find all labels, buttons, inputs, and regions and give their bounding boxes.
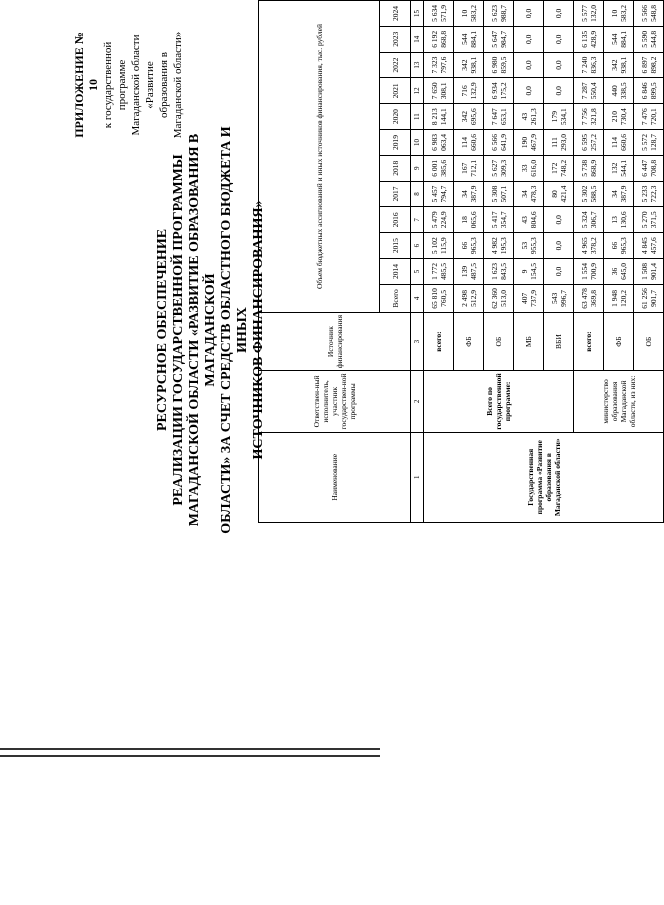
header-year: 2021 bbox=[380, 78, 411, 104]
header-year: 2015 bbox=[380, 233, 411, 259]
year-value-cell: 6 447 708,8 bbox=[634, 155, 664, 181]
source-cell: ОБ bbox=[634, 312, 664, 370]
header-total: Всего bbox=[380, 284, 411, 312]
column-index: 11 bbox=[411, 104, 424, 130]
year-value-cell: 0,0 bbox=[544, 78, 574, 104]
year-value-cell: 43 261,3 bbox=[514, 104, 544, 130]
year-value-cell: 0,0 bbox=[514, 1, 544, 27]
header-volume: Объем бюджетных ассигнований и иных источников финансирования, тыс. рублей bbox=[259, 1, 380, 313]
total-value-cell: 62 360 513,0 bbox=[484, 284, 514, 312]
year-value-cell: 5 417 354,7 bbox=[484, 207, 514, 233]
year-value-cell: 5 577 132,0 bbox=[574, 1, 604, 27]
year-value-cell: 5 590 544,8 bbox=[634, 26, 664, 52]
year-value-cell: 6 897 898,2 bbox=[634, 52, 664, 78]
year-value-cell: 9 154,5 bbox=[514, 259, 544, 285]
header-year: 2020 bbox=[380, 104, 411, 130]
year-value-cell: 1 623 843,5 bbox=[484, 259, 514, 285]
year-value-cell: 7 476 720,1 bbox=[634, 104, 664, 130]
year-value-cell: 0,0 bbox=[544, 207, 574, 233]
year-value-cell: 190 467,9 bbox=[514, 130, 544, 156]
year-value-cell: 5 457 794,7 bbox=[424, 181, 454, 207]
appendix-line: Магаданской области «Развитие bbox=[130, 34, 156, 136]
total-group-label: Всего по государственной программе: bbox=[424, 371, 574, 432]
year-value-cell: 8 213 144,1 bbox=[424, 104, 454, 130]
year-value-cell: 7 287 550,4 bbox=[574, 78, 604, 104]
column-index: 10 bbox=[411, 130, 424, 156]
year-value-cell: 0,0 bbox=[514, 52, 544, 78]
year-value-cell: 5 738 868,9 bbox=[574, 155, 604, 181]
column-index-row bbox=[411, 1, 424, 523]
year-value-cell: 6 135 428,9 bbox=[574, 26, 604, 52]
year-value-cell: 6 983 063,4 bbox=[424, 130, 454, 156]
year-value-cell: 210 730,4 bbox=[604, 104, 634, 130]
column-index: 15 bbox=[411, 1, 424, 27]
header-source: Источник финансирования bbox=[259, 312, 411, 370]
document-title bbox=[155, 110, 267, 550]
table-row bbox=[424, 1, 454, 523]
year-value-cell: 5 102 115,9 bbox=[424, 233, 454, 259]
year-value-cell: 5 270 371,5 bbox=[634, 207, 664, 233]
total-value-cell: 543 996,7 bbox=[544, 284, 574, 312]
total-value-cell: 1 948 120,2 bbox=[604, 284, 634, 312]
year-value-cell: 0,0 bbox=[544, 259, 574, 285]
year-value-cell: 111 293,0 bbox=[544, 130, 574, 156]
total-value-cell: 2 498 512,9 bbox=[454, 284, 484, 312]
year-value-cell: 342 938,1 bbox=[604, 52, 634, 78]
header-year: 2022 bbox=[380, 52, 411, 78]
year-value-cell: 36 645,0 bbox=[604, 259, 634, 285]
column-index: 3 bbox=[411, 312, 424, 370]
year-value-cell: 0,0 bbox=[514, 26, 544, 52]
title-line: ИСТОЧНИКОВ ФИНАНСИРОВАНИЯ» bbox=[251, 200, 266, 460]
ministry-label: министерство образования Магаданской области, из них: bbox=[574, 371, 664, 432]
source-cell: ФБ bbox=[454, 312, 484, 370]
year-value-cell: 80 421,4 bbox=[544, 181, 574, 207]
year-value-cell: 1 772 485,5 bbox=[424, 259, 454, 285]
year-value-cell: 7 650 308,1 bbox=[424, 78, 454, 104]
year-value-cell: 5 566 548,8 bbox=[634, 1, 664, 27]
source-cell: ОБ bbox=[484, 312, 514, 370]
source-cell: всего: bbox=[574, 312, 604, 370]
title-line: РЕСУРСНОЕ ОБЕСПЕЧЕНИЕ bbox=[155, 228, 170, 432]
year-value-cell: 5 647 984,7 bbox=[484, 26, 514, 52]
year-value-cell: 34 387,9 bbox=[604, 181, 634, 207]
column-index: 5 bbox=[411, 259, 424, 285]
column-index: 8 bbox=[411, 181, 424, 207]
appendix-number: ПРИЛОЖЕНИЕ № 10 bbox=[72, 32, 100, 138]
header-year: 2018 bbox=[380, 155, 411, 181]
year-value-cell: 167 712,1 bbox=[454, 155, 484, 181]
year-value-cell: 0,0 bbox=[544, 1, 574, 27]
year-value-cell: 172 748,2 bbox=[544, 155, 574, 181]
year-value-cell: 5 479 224,9 bbox=[424, 207, 454, 233]
column-index: 2 bbox=[411, 371, 424, 432]
year-value-cell: 7 756 321,8 bbox=[574, 104, 604, 130]
column-index: 14 bbox=[411, 26, 424, 52]
appendix-line: к государственной программе bbox=[102, 41, 128, 129]
year-value-cell: 33 616,0 bbox=[514, 155, 544, 181]
column-index: 1 bbox=[411, 432, 424, 522]
column-index: 7 bbox=[411, 207, 424, 233]
year-value-cell: 6 566 641,9 bbox=[484, 130, 514, 156]
column-index: 12 bbox=[411, 78, 424, 104]
year-value-cell: 114 660,6 bbox=[454, 130, 484, 156]
year-value-cell: 6 595 257,2 bbox=[574, 130, 604, 156]
source-cell: ВБИ bbox=[544, 312, 574, 370]
year-value-cell: 0,0 bbox=[514, 78, 544, 104]
source-cell: всего: bbox=[424, 312, 454, 370]
year-value-cell: 342 695,6 bbox=[454, 104, 484, 130]
year-value-cell: 0,0 bbox=[544, 52, 574, 78]
year-value-cell: 34 478,3 bbox=[514, 181, 544, 207]
year-value-cell: 5 302 588,5 bbox=[574, 181, 604, 207]
column-index: 13 bbox=[411, 52, 424, 78]
header-year: 2023 bbox=[380, 26, 411, 52]
year-value-cell: 0,0 bbox=[544, 26, 574, 52]
header-year: 2016 bbox=[380, 207, 411, 233]
year-value-cell: 43 804,6 bbox=[514, 207, 544, 233]
source-cell: МБ bbox=[514, 312, 544, 370]
year-value-cell: 342 938,1 bbox=[454, 52, 484, 78]
year-value-cell: 6 192 868,8 bbox=[424, 26, 454, 52]
year-value-cell: 440 338,5 bbox=[604, 78, 634, 104]
source-cell: ФБ bbox=[604, 312, 634, 370]
year-value-cell: 53 955,3 bbox=[514, 233, 544, 259]
year-value-cell: 5 233 722,3 bbox=[634, 181, 664, 207]
year-value-cell: 544 884,1 bbox=[454, 26, 484, 52]
year-value-cell: 1 508 901,4 bbox=[634, 259, 664, 285]
header-year: 2019 bbox=[380, 130, 411, 156]
appendix-line: образования в Магаданской области» bbox=[158, 31, 184, 139]
column-index: 4 bbox=[411, 284, 424, 312]
year-value-cell: 716 132,9 bbox=[454, 78, 484, 104]
total-value-cell: 407 737,9 bbox=[514, 284, 544, 312]
year-value-cell: 4 965 378,2 bbox=[574, 233, 604, 259]
header-name: Наименование bbox=[259, 432, 411, 522]
title-line: РЕАЛИЗАЦИИ ГОСУДАРСТВЕННОЙ ПРОГРАММЫ bbox=[171, 154, 186, 506]
header-executor: Ответствен-ный исполнитель, участник государствен-ной программы bbox=[259, 371, 411, 432]
title-line: ОБЛАСТИ» ЗА СЧЕТ СРЕДСТВ ОБЛАСТНОГО БЮДЖЕТА И ИНЫХ bbox=[219, 126, 250, 534]
year-value-cell: 139 487,5 bbox=[454, 259, 484, 285]
year-value-cell: 5 627 309,3 bbox=[484, 155, 514, 181]
total-value-cell: 65 810 760,5 bbox=[424, 284, 454, 312]
year-value-cell: 6 934 175,2 bbox=[484, 78, 514, 104]
year-value-cell: 13 130,6 bbox=[604, 207, 634, 233]
column-index: 6 bbox=[411, 233, 424, 259]
header-year: 2014 bbox=[380, 259, 411, 285]
year-value-cell: 179 534,1 bbox=[544, 104, 574, 130]
year-value-cell: 4 982 195,3 bbox=[484, 233, 514, 259]
program-name: Государственная программа «Развитие образования в Магаданской области» bbox=[424, 432, 664, 522]
header-year: 2024 bbox=[380, 1, 411, 27]
funding-table bbox=[258, 0, 664, 523]
year-value-cell: 5 324 306,7 bbox=[574, 207, 604, 233]
year-value-cell: 18 065,6 bbox=[454, 207, 484, 233]
year-value-cell: 6 846 899,5 bbox=[634, 78, 664, 104]
year-value-cell: 7 240 836,3 bbox=[574, 52, 604, 78]
year-value-cell: 7 323 797,6 bbox=[424, 52, 454, 78]
header-year: 2017 bbox=[380, 181, 411, 207]
year-value-cell: 4 845 457,6 bbox=[634, 233, 664, 259]
year-value-cell: 1 554 700,9 bbox=[574, 259, 604, 285]
year-value-cell: 5 308 507,1 bbox=[484, 181, 514, 207]
year-value-cell: 10 583,2 bbox=[604, 1, 634, 27]
year-value-cell: 5 623 988,7 bbox=[484, 1, 514, 27]
total-value-cell: 63 478 369,8 bbox=[574, 284, 604, 312]
year-value-cell: 66 965,3 bbox=[604, 233, 634, 259]
year-value-cell: 0,0 bbox=[544, 233, 574, 259]
year-value-cell: 7 647 653,1 bbox=[484, 104, 514, 130]
column-index: 9 bbox=[411, 155, 424, 181]
year-value-cell: 114 660,6 bbox=[604, 130, 634, 156]
year-value-cell: 10 583,2 bbox=[454, 1, 484, 27]
year-value-cell: 6 980 859,5 bbox=[484, 52, 514, 78]
total-value-cell: 61 256 901,7 bbox=[634, 284, 664, 312]
year-value-cell: 544 884,1 bbox=[604, 26, 634, 52]
title-line: МАГАДАНСКОЙ ОБЛАСТИ «РАЗВИТИЕ ОБРАЗОВАНИЯ В МАГАДАНСКОЙ bbox=[187, 133, 218, 527]
year-value-cell: 132 544,1 bbox=[604, 155, 634, 181]
year-value-cell: 66 965,3 bbox=[454, 233, 484, 259]
year-value-cell: 5 572 128,7 bbox=[634, 130, 664, 156]
year-value-cell: 5 634 571,9 bbox=[424, 1, 454, 27]
year-value-cell: 34 387,9 bbox=[454, 181, 484, 207]
year-value-cell: 6 001 385,6 bbox=[424, 155, 454, 181]
